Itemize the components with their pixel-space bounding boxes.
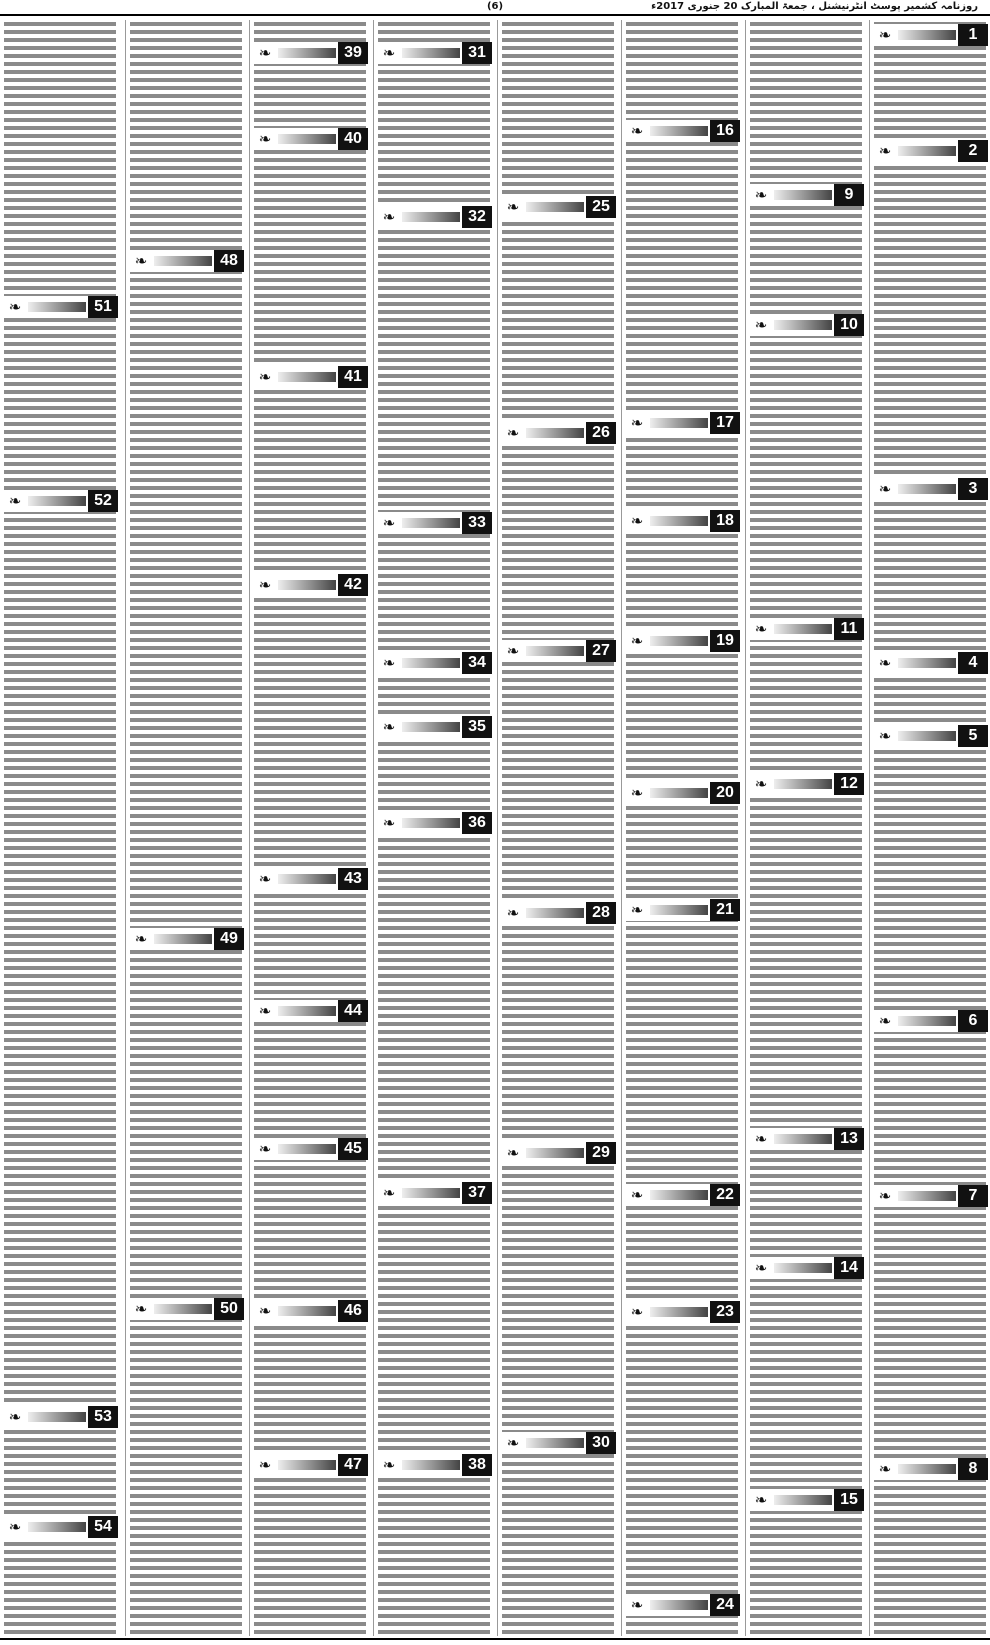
leaf-ornament-icon: ❧ [382, 44, 396, 62]
section-number: 18 [710, 510, 740, 532]
header-gradient-bar [28, 496, 86, 506]
leaf-ornament-icon: ❧ [630, 414, 644, 432]
section-header-11 [750, 618, 864, 640]
header-gradient-bar [526, 1148, 584, 1158]
leaf-ornament-icon: ❧ [754, 1259, 768, 1277]
header-gradient-bar [650, 788, 708, 798]
header-gradient-bar [402, 48, 460, 58]
section-header-13 [750, 1128, 864, 1150]
section-number: 37 [462, 1182, 492, 1204]
section-number: 24 [710, 1594, 740, 1616]
leaf-ornament-icon: ❧ [754, 316, 768, 334]
leaf-ornament-icon: ❧ [630, 122, 644, 140]
section-number: 23 [710, 1301, 740, 1323]
section-header-31 [378, 42, 492, 64]
section-number: 29 [586, 1142, 616, 1164]
section-header-39 [254, 42, 368, 64]
section-number: 36 [462, 812, 492, 834]
header-gradient-bar [774, 624, 832, 634]
section-header-53 [4, 1406, 118, 1428]
header-gradient-bar [898, 484, 956, 494]
section-number: 31 [462, 42, 492, 64]
section-number: 17 [710, 412, 740, 434]
section-number: 15 [834, 1489, 864, 1511]
leaf-ornament-icon: ❧ [258, 368, 272, 386]
header-gradient-bar [154, 1304, 212, 1314]
leaf-ornament-icon: ❧ [878, 1012, 892, 1030]
section-number: 30 [586, 1432, 616, 1454]
section-header-48 [130, 250, 244, 272]
leaf-ornament-icon: ❧ [754, 1130, 768, 1148]
leaf-ornament-icon: ❧ [630, 784, 644, 802]
section-header-38 [378, 1454, 492, 1476]
section-header-21 [626, 899, 740, 921]
section-header-19 [626, 630, 740, 652]
leaf-ornament-icon: ❧ [258, 1140, 272, 1158]
section-number: 53 [88, 1406, 118, 1428]
section-header-5 [874, 725, 988, 747]
leaf-ornament-icon: ❧ [382, 1184, 396, 1202]
section-number: 51 [88, 296, 118, 318]
section-header-46 [254, 1300, 368, 1322]
header-gradient-bar [650, 1190, 708, 1200]
section-header-43 [254, 868, 368, 890]
section-number: 28 [586, 902, 616, 924]
leaf-ornament-icon: ❧ [630, 1303, 644, 1321]
section-header-42 [254, 574, 368, 596]
section-number: 22 [710, 1184, 740, 1206]
header-gradient-bar [774, 1134, 832, 1144]
header-gradient-bar [278, 1306, 336, 1316]
section-header-10 [750, 314, 864, 336]
section-number: 14 [834, 1257, 864, 1279]
header-gradient-bar [154, 934, 212, 944]
section-header-22 [626, 1184, 740, 1206]
header-gradient-bar [774, 779, 832, 789]
section-header-26 [502, 422, 616, 444]
leaf-ornament-icon: ❧ [258, 1002, 272, 1020]
text-column-8 [4, 20, 116, 1636]
leaf-ornament-icon: ❧ [382, 208, 396, 226]
leaf-ornament-icon: ❧ [878, 1187, 892, 1205]
leaf-ornament-icon: ❧ [630, 512, 644, 530]
section-header-12 [750, 773, 864, 795]
section-number: 20 [710, 782, 740, 804]
text-column-6 [254, 20, 366, 1636]
leaf-ornament-icon: ❧ [878, 727, 892, 745]
leaf-ornament-icon: ❧ [8, 1518, 22, 1536]
leaf-ornament-icon: ❧ [878, 480, 892, 498]
section-header-25 [502, 196, 616, 218]
leaf-ornament-icon: ❧ [8, 1408, 22, 1426]
leaf-ornament-icon: ❧ [382, 1456, 396, 1474]
section-header-23 [626, 1301, 740, 1323]
header-gradient-bar [650, 905, 708, 915]
section-header-15 [750, 1489, 864, 1511]
section-header-16 [626, 120, 740, 142]
section-number: 6 [958, 1010, 988, 1032]
section-number: 10 [834, 314, 864, 336]
header-gradient-bar [650, 1600, 708, 1610]
header-gradient-bar [898, 731, 956, 741]
section-header-7 [874, 1185, 988, 1207]
section-number: 19 [710, 630, 740, 652]
section-number: 52 [88, 490, 118, 512]
column-rule [373, 20, 374, 1636]
leaf-ornament-icon: ❧ [382, 514, 396, 532]
section-number: 1 [958, 24, 988, 46]
section-header-36 [378, 812, 492, 834]
leaf-ornament-icon: ❧ [506, 424, 520, 442]
leaf-ornament-icon: ❧ [630, 1596, 644, 1614]
section-number: 38 [462, 1454, 492, 1476]
section-header-52 [4, 490, 118, 512]
section-header-6 [874, 1010, 988, 1032]
section-number: 50 [214, 1298, 244, 1320]
section-number: 42 [338, 574, 368, 596]
section-header-47 [254, 1454, 368, 1476]
leaf-ornament-icon: ❧ [134, 930, 148, 948]
header-gradient-bar [28, 1412, 86, 1422]
section-number: 41 [338, 366, 368, 388]
section-number: 43 [338, 868, 368, 890]
leaf-ornament-icon: ❧ [754, 620, 768, 638]
section-number: 46 [338, 1300, 368, 1322]
header-gradient-bar [28, 302, 86, 312]
newspaper-dateline: روزنامہ کشمیر پوسٹ انٹرنیشنل ، جمعۃ المبارک 20 جنوری 2017ء [651, 1, 978, 12]
header-gradient-bar [526, 428, 584, 438]
leaf-ornament-icon: ❧ [754, 186, 768, 204]
column-rule [745, 20, 746, 1636]
section-number: 49 [214, 928, 244, 950]
leaf-ornament-icon: ❧ [258, 1302, 272, 1320]
text-column-2 [750, 20, 862, 1636]
header-gradient-bar [402, 1460, 460, 1470]
section-header-49 [130, 928, 244, 950]
header-gradient-bar [898, 146, 956, 156]
header-gradient-bar [526, 202, 584, 212]
section-number: 35 [462, 716, 492, 738]
section-header-34 [378, 652, 492, 674]
leaf-ornament-icon: ❧ [258, 870, 272, 888]
leaf-ornament-icon: ❧ [506, 198, 520, 216]
leaf-ornament-icon: ❧ [630, 901, 644, 919]
leaf-ornament-icon: ❧ [258, 576, 272, 594]
leaf-ornament-icon: ❧ [134, 1300, 148, 1318]
section-header-8 [874, 1458, 988, 1480]
section-number: 9 [834, 184, 864, 206]
leaf-ornament-icon: ❧ [506, 642, 520, 660]
section-number: 27 [586, 640, 616, 662]
section-number: 39 [338, 42, 368, 64]
header-gradient-bar [154, 256, 212, 266]
header-gradient-bar [402, 658, 460, 668]
text-column-3 [626, 20, 738, 1636]
section-number: 2 [958, 140, 988, 162]
header-gradient-bar [898, 1191, 956, 1201]
section-number: 45 [338, 1138, 368, 1160]
header-gradient-bar [526, 1438, 584, 1448]
leaf-ornament-icon: ❧ [878, 142, 892, 160]
section-header-33 [378, 512, 492, 534]
section-header-54 [4, 1516, 118, 1538]
leaf-ornament-icon: ❧ [258, 44, 272, 62]
section-number: 25 [586, 196, 616, 218]
section-number: 5 [958, 725, 988, 747]
header-gradient-bar [28, 1522, 86, 1532]
header-gradient-bar [402, 722, 460, 732]
leaf-ornament-icon: ❧ [8, 298, 22, 316]
header-gradient-bar [278, 372, 336, 382]
header-gradient-bar [278, 1006, 336, 1016]
section-number: 3 [958, 478, 988, 500]
header-gradient-bar [650, 126, 708, 136]
leaf-ornament-icon: ❧ [878, 1460, 892, 1478]
bottom-rule [0, 1638, 990, 1640]
section-number: 12 [834, 773, 864, 795]
section-header-40 [254, 128, 368, 150]
section-number: 26 [586, 422, 616, 444]
leaf-ornament-icon: ❧ [630, 632, 644, 650]
section-header-35 [378, 716, 492, 738]
header-gradient-bar [650, 516, 708, 526]
header-gradient-bar [650, 636, 708, 646]
header-gradient-bar [278, 874, 336, 884]
header-gradient-bar [650, 418, 708, 428]
header-gradient-bar [278, 1144, 336, 1154]
section-header-32 [378, 206, 492, 228]
column-rule [869, 20, 870, 1636]
column-rule [497, 20, 498, 1636]
header-gradient-bar [774, 1495, 832, 1505]
header-gradient-bar [402, 818, 460, 828]
section-header-14 [750, 1257, 864, 1279]
leaf-ornament-icon: ❧ [382, 654, 396, 672]
section-number: 7 [958, 1185, 988, 1207]
leaf-ornament-icon: ❧ [506, 1434, 520, 1452]
header-gradient-bar [898, 30, 956, 40]
text-column-4 [502, 20, 614, 1636]
header-gradient-bar [526, 646, 584, 656]
header-gradient-bar [278, 1460, 336, 1470]
section-number: 47 [338, 1454, 368, 1476]
section-header-2 [874, 140, 988, 162]
section-number: 48 [214, 250, 244, 272]
leaf-ornament-icon: ❧ [382, 814, 396, 832]
leaf-ornament-icon: ❧ [754, 775, 768, 793]
header-gradient-bar [278, 580, 336, 590]
section-number: 40 [338, 128, 368, 150]
section-header-44 [254, 1000, 368, 1022]
leaf-ornament-icon: ❧ [8, 492, 22, 510]
section-number: 34 [462, 652, 492, 674]
masthead [0, 0, 990, 16]
section-header-30 [502, 1432, 616, 1454]
leaf-ornament-icon: ❧ [754, 1491, 768, 1509]
header-gradient-bar [278, 48, 336, 58]
section-header-45 [254, 1138, 368, 1160]
column-rule [125, 20, 126, 1636]
section-header-41 [254, 366, 368, 388]
column-rule [621, 20, 622, 1636]
section-header-9 [750, 184, 864, 206]
leaf-ornament-icon: ❧ [878, 26, 892, 44]
section-number: 44 [338, 1000, 368, 1022]
section-number: 8 [958, 1458, 988, 1480]
section-header-29 [502, 1142, 616, 1164]
section-header-1 [874, 24, 988, 46]
section-number: 13 [834, 1128, 864, 1150]
text-column-1 [874, 20, 986, 1636]
header-gradient-bar [898, 1016, 956, 1026]
header-gradient-bar [774, 190, 832, 200]
section-header-18 [626, 510, 740, 532]
leaf-ornament-icon: ❧ [506, 904, 520, 922]
section-header-37 [378, 1182, 492, 1204]
header-gradient-bar [402, 518, 460, 528]
header-gradient-bar [898, 658, 956, 668]
header-gradient-bar [650, 1307, 708, 1317]
header-gradient-bar [898, 1464, 956, 1474]
leaf-ornament-icon: ❧ [258, 1456, 272, 1474]
section-header-28 [502, 902, 616, 924]
section-header-20 [626, 782, 740, 804]
section-number: 4 [958, 652, 988, 674]
header-gradient-bar [526, 908, 584, 918]
section-number: 11 [834, 618, 864, 640]
section-number: 21 [710, 899, 740, 921]
section-header-24 [626, 1594, 740, 1616]
column-rule [249, 20, 250, 1636]
header-gradient-bar [402, 212, 460, 222]
header-gradient-bar [402, 1188, 460, 1198]
leaf-ornament-icon: ❧ [134, 252, 148, 270]
section-number: 16 [710, 120, 740, 142]
section-header-27 [502, 640, 616, 662]
leaf-ornament-icon: ❧ [382, 718, 396, 736]
leaf-ornament-icon: ❧ [878, 654, 892, 672]
section-header-17 [626, 412, 740, 434]
section-number: 33 [462, 512, 492, 534]
section-number: 32 [462, 206, 492, 228]
leaf-ornament-icon: ❧ [506, 1144, 520, 1162]
header-gradient-bar [774, 320, 832, 330]
page-number: (6) [486, 1, 504, 12]
section-header-50 [130, 1298, 244, 1320]
header-gradient-bar [278, 134, 336, 144]
leaf-ornament-icon: ❧ [258, 130, 272, 148]
header-gradient-bar [774, 1263, 832, 1273]
section-header-3 [874, 478, 988, 500]
section-header-4 [874, 652, 988, 674]
section-number: 54 [88, 1516, 118, 1538]
leaf-ornament-icon: ❧ [630, 1186, 644, 1204]
section-header-51 [4, 296, 118, 318]
